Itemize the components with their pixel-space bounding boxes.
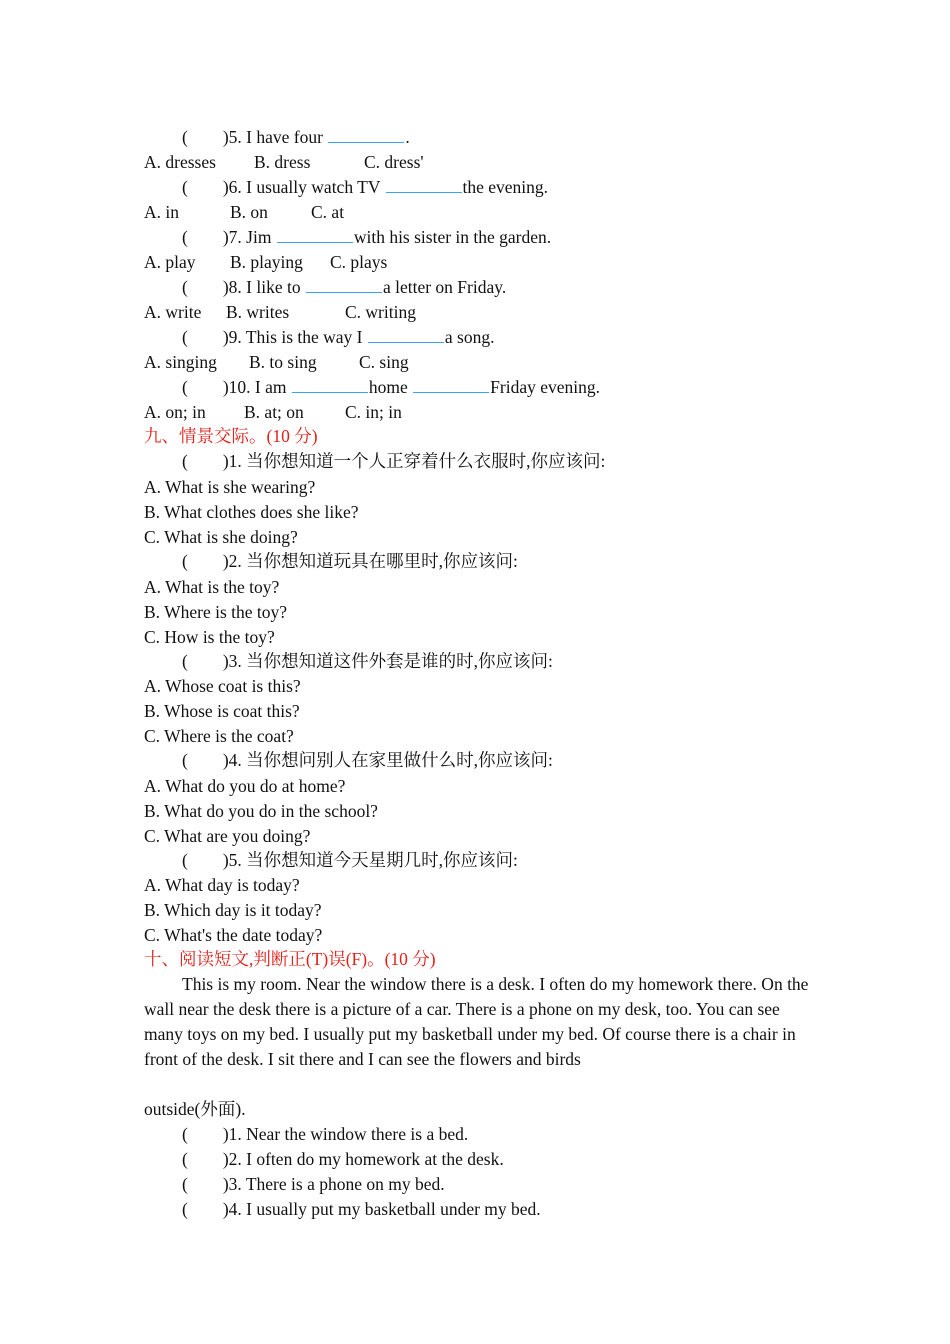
question-stem-mid: home (368, 377, 413, 397)
s9-q5-option-c: C. What's the date today? (144, 925, 323, 945)
options-8 (144, 300, 416, 325)
s9-q4-option-b: B. What do you do in the school? (144, 801, 378, 821)
question-10 (182, 375, 600, 400)
options-9 (144, 350, 409, 375)
s9-q3-option-a: A. Whose coat is this? (144, 676, 301, 696)
option-b: B. writes (226, 302, 290, 322)
question-8 (182, 275, 506, 300)
s9-q4-option-c: C. What are you doing? (144, 826, 311, 846)
s9-q2-option-c: C. How is the toy? (144, 627, 275, 647)
s9-question-4: ( )4. 当你想问别人在家里做什么时,你应该问: (182, 750, 553, 770)
question-stem-end: a song. (444, 327, 495, 347)
option-a: A. play (144, 252, 196, 272)
question-stem-end: the evening. (462, 177, 549, 197)
option-c: C. dress' (364, 152, 424, 172)
s9-q3-option-c: C. Where is the coat? (144, 726, 294, 746)
answer-blank[interactable] (306, 277, 382, 293)
s10-question-1: ( )1. Near the window there is a bed. (182, 1124, 469, 1144)
options-6 (144, 200, 344, 225)
s10-question-2: ( )2. I often do my homework at the desk. (182, 1149, 504, 1169)
question-stem: ( )8. I like to (182, 277, 305, 297)
option-b: B. playing (230, 252, 303, 272)
s9-q1-option-b: B. What clothes does she like? (144, 502, 359, 522)
option-b: B. dress (254, 152, 311, 172)
s9-q4-option-a: A. What do you do at home? (144, 776, 346, 796)
option-c: C. in; in (345, 402, 402, 422)
options-10 (144, 400, 402, 425)
question-stem: ( )7. Jim (182, 227, 276, 247)
s10-question-4: ( )4. I usually put my basketball under my bed. (182, 1199, 541, 1219)
s9-q5-option-a: A. What day is today? (144, 875, 300, 895)
s9-question-3: ( )3. 当你想知道这件外套是谁的时,你应该问: (182, 651, 553, 671)
option-c: C. plays (330, 252, 388, 272)
s9-q3-option-b: B. Whose is coat this? (144, 701, 300, 721)
answer-blank-2[interactable] (413, 377, 489, 393)
s9-q2-option-b: B. Where is the toy? (144, 602, 288, 622)
option-c: C. sing (359, 352, 409, 372)
question-stem: ( )9. This is the way I (182, 327, 367, 347)
question-stem-end: a letter on Friday. (382, 277, 507, 297)
s9-q1-option-c: C. What is she doing? (144, 527, 298, 547)
question-stem: ( )5. I have four (182, 127, 328, 147)
option-b: B. on (230, 202, 268, 222)
option-c: C. writing (345, 302, 416, 322)
question-6 (182, 175, 548, 200)
options-5 (144, 150, 424, 175)
question-stem: ( )10. I am (182, 377, 291, 397)
s9-q2-option-a: A. What is the toy? (144, 577, 280, 597)
option-a: A. on; in (144, 402, 206, 422)
s9-q5-option-b: B. Which day is it today? (144, 900, 322, 920)
question-stem-end: . (405, 127, 410, 147)
s10-question-3: ( )3. There is a phone on my bed. (182, 1174, 445, 1194)
section-9-title: 九、情景交际。(10 分) (144, 426, 318, 446)
question-stem-end: with his sister in the garden. (353, 227, 552, 247)
option-c: C. at (311, 202, 345, 222)
answer-blank[interactable] (328, 127, 404, 143)
option-a: A. dresses (144, 152, 216, 172)
answer-blank[interactable] (368, 327, 444, 343)
option-a: A. singing (144, 352, 217, 372)
question-stem-end: Friday evening. (490, 377, 600, 397)
options-7 (144, 250, 387, 275)
option-b: B. to sing (249, 352, 317, 372)
option-a: A. in (144, 202, 179, 222)
reading-passage: This is my room. Near the window there is a desk. I often do my homework there. On the wall near the desk there is a picture of a car. There is a phone on my desk, too. You can see many toys on my bed. I usually put my basketball under my bed. Of course there is a chair in front of the desk. I sit there and I can see the flowers and birds (144, 974, 809, 1069)
section-10-title: 十、阅读短文,判断正(T)误(F)。(10 分) (144, 949, 436, 969)
s9-q1-option-a: A. What is she wearing? (144, 477, 316, 497)
s9-question-2: ( )2. 当你想知道玩具在哪里时,你应该问: (182, 551, 518, 571)
answer-blank[interactable] (386, 177, 462, 193)
s9-question-5: ( )5. 当你想知道今天星期几时,你应该问: (182, 850, 518, 870)
question-9 (182, 325, 494, 350)
option-b: B. at; on (244, 402, 304, 422)
s9-question-1: ( )1. 当你想知道一个人正穿着什么衣服时,你应该问: (182, 451, 606, 471)
answer-blank[interactable] (277, 227, 353, 243)
question-5 (182, 125, 410, 150)
answer-blank[interactable] (292, 377, 368, 393)
question-stem: ( )6. I usually watch TV (182, 177, 385, 197)
option-a: A. write (144, 302, 202, 322)
reading-passage-end: outside(外面). (144, 1099, 246, 1119)
question-7 (182, 225, 551, 250)
